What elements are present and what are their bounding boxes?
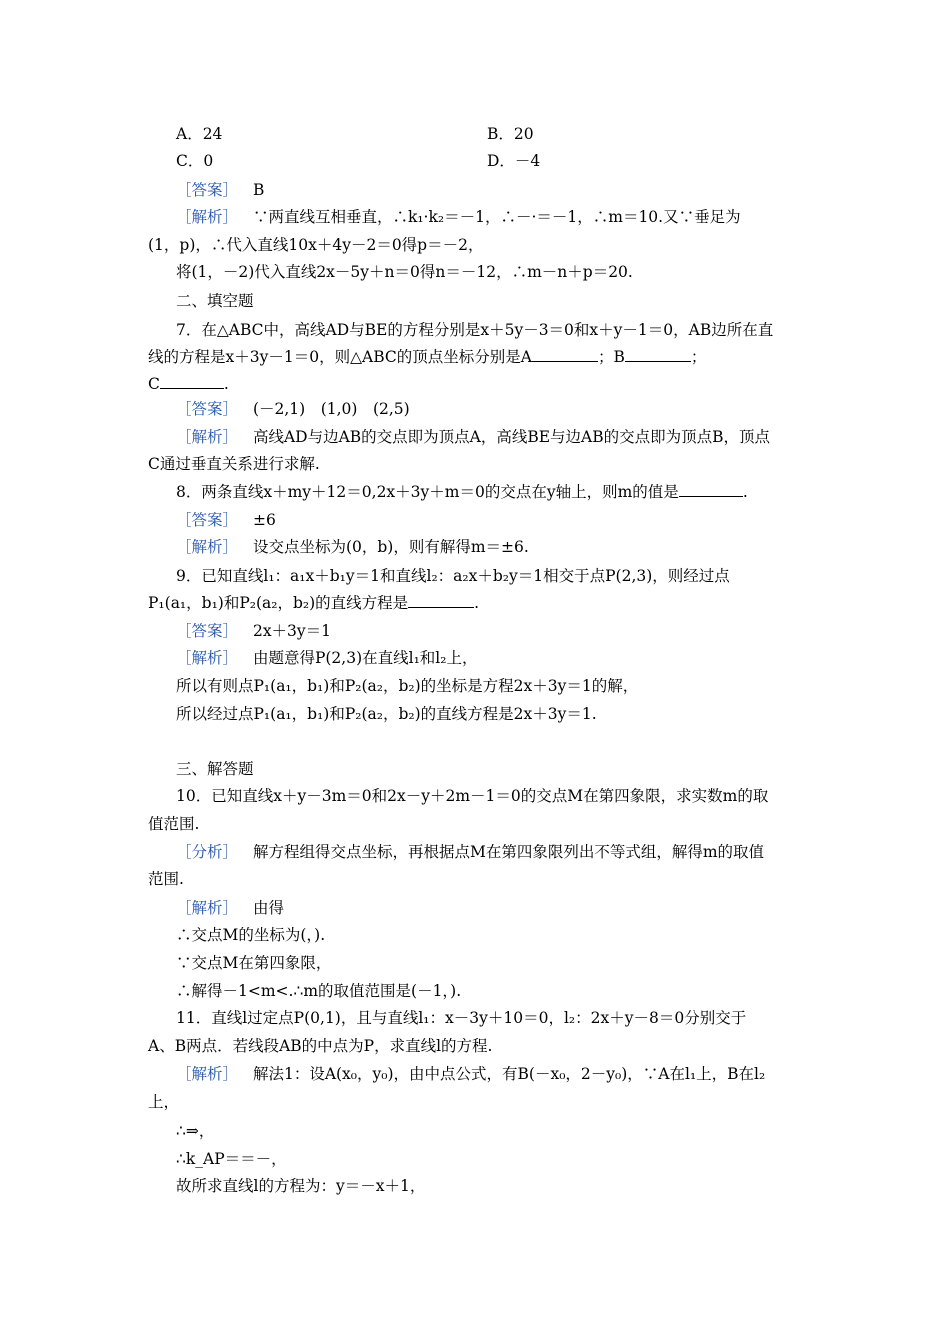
- q9-stem-2-end: .: [474, 594, 480, 612]
- q11-explain-line: [176, 1064, 765, 1084]
- q10-explain-2: ∴交点M的坐标为(，).: [176, 926, 326, 944]
- answer-tag: ［答案］: [176, 622, 239, 640]
- q8-explain: 设交点坐标为(0，b)，则有解得m＝±6.: [252, 538, 529, 556]
- q6-explain-line: [176, 207, 741, 227]
- q11-explain-4: ∴k_AP＝＝－，: [176, 1150, 287, 1168]
- answer-tag: ［答案］: [176, 181, 239, 199]
- q6-option-c: C．0: [176, 152, 214, 170]
- analysis-tag: ［分析］: [176, 843, 239, 861]
- q9-explain-line: [176, 648, 477, 668]
- explain-tag: ［解析］: [176, 899, 239, 917]
- q10-stem-1: 10．已知直线x＋y－3m＝0和2x－y＋2m－1＝0的交点M在第四象限，求实数m的取: [176, 787, 769, 805]
- q6-option-b: B．20: [487, 125, 534, 143]
- q9-explain-1: 由题意得P(2,3)在直线l₁和l₂上，: [252, 649, 478, 667]
- q7-stem-2b: ；B: [597, 348, 625, 366]
- q6-explain-2: (1，p)，∴代入直线10x＋4y－2＝0得p＝－2，: [148, 236, 484, 254]
- q7-blank-a: [532, 347, 598, 362]
- q7-blank-c: [160, 374, 224, 389]
- q7-stem-2a: 线的方程是x＋3y－1＝0，则△ABC的顶点坐标分别是A: [148, 348, 532, 366]
- q10-explain-line: [176, 898, 284, 918]
- q7-blank-b: [625, 347, 691, 362]
- explain-tag: ［解析］: [176, 649, 239, 667]
- q11-explain-2: 上，: [148, 1093, 180, 1111]
- q11-stem-1: 11．直线l过定点P(0,1)，且与直线l₁：x－3y＋10＝0，l₂：2x＋y－8＝0分别交于: [176, 1009, 747, 1027]
- explain-tag: ［解析］: [176, 208, 239, 226]
- q8-explain-line: [176, 537, 529, 557]
- q8-answer-line: [176, 510, 276, 530]
- q9-answer-line: [176, 621, 331, 641]
- q9-answer: 2x＋3y＝1: [252, 622, 332, 640]
- q10-explain-4: ∴解得－1<m<.∴m的取值范围是(－1，).: [176, 982, 462, 1000]
- q10-analysis-line: [176, 842, 764, 862]
- explain-tag: ［解析］: [176, 428, 239, 446]
- q6-explain-1: ∵两直线互相垂直，∴k₁·k₂＝－1，∴－·＝－1，∴m＝10.又∵垂足为: [252, 208, 741, 226]
- q11-stem-2: A、B两点．若线段AB的中点为P，求直线l的方程.: [148, 1037, 493, 1055]
- q7-stem-3: [148, 374, 229, 394]
- q9-stem-1: 9．已知直线l₁：a₁x＋b₁y＝1和直线l₂：a₂x＋b₂y＝1相交于点P(2,3)，则经过点: [176, 567, 730, 585]
- q11-explain-1: 解法1：设A(x₀，y₀)，由中点公式，有B(－x₀，2－y₀)，∵A在l₁上，B在l₂: [252, 1065, 766, 1083]
- explain-tag: ［解析］: [176, 538, 239, 556]
- q10-stem-2: 值范围.: [148, 815, 200, 833]
- q8-stem-text: 8．两条直线x＋my＋12＝0,2x＋3y＋m＝0的交点在y轴上，则m的值是: [176, 483, 679, 501]
- answer-tag: ［答案］: [176, 400, 239, 418]
- q11-explain-3: ∴⇒，: [176, 1122, 215, 1140]
- q6-option-d: D．－4: [487, 152, 541, 170]
- q8-answer: ±6: [252, 511, 276, 529]
- q8-blank: [679, 482, 743, 497]
- q6-option-a: A．24: [176, 125, 223, 143]
- q7-stem-3a: C: [148, 375, 160, 393]
- q7-explain-2: C通过垂直关系进行求解.: [148, 455, 320, 473]
- q9-blank: [408, 593, 474, 608]
- answer-tag: ［答案］: [176, 511, 239, 529]
- q11-explain-5: 故所求直线l的方程为：y＝－x＋1，: [176, 1177, 426, 1195]
- q7-answer: (－2,1) (1,0) (2,5): [252, 400, 410, 418]
- q8-stem-end: .: [742, 483, 748, 501]
- q10-analysis-1: 解方程组得交点坐标，再根据点M在第四象限列出不等式组，解得m的取值: [252, 843, 765, 861]
- q6-explain-3: 将(1，－2)代入直线2x－5y＋n＝0得n＝－12，∴m－n＋p＝20.: [176, 263, 633, 281]
- q7-stem-2: [148, 347, 706, 367]
- q7-stem-3b: .: [223, 375, 229, 393]
- section-fill-heading: 二、填空题: [176, 292, 254, 310]
- q8-stem: [176, 482, 748, 502]
- q10-explain-1: 由得: [252, 899, 284, 917]
- q9-stem-2: [148, 593, 479, 613]
- q7-explain-line: [176, 427, 770, 447]
- q7-stem-1: 7．在△ABC中，高线AD与BE的方程分别是x＋5y－3＝0和x＋y－1＝0，AB边所在直: [176, 321, 774, 339]
- q6-answer: B: [252, 181, 265, 199]
- q9-stem-2-text: P₁(a₁，b₁)和P₂(a₂，b₂)的直线方程是: [148, 594, 409, 612]
- q6-answer-line: [176, 180, 264, 200]
- q7-answer-line: [176, 399, 410, 419]
- q7-explain-1: 高线AD与边AB的交点即为顶点A，高线BE与边AB的交点即为顶点B，顶点: [252, 428, 771, 446]
- q9-explain-2: 所以有则点P₁(a₁，b₁)和P₂(a₂，b₂)的坐标是方程2x＋3y＝1的解，: [176, 677, 639, 695]
- section-solve-heading: 三、解答题: [176, 760, 254, 778]
- q7-stem-2c: ；: [690, 348, 707, 366]
- q9-explain-3: 所以经过点P₁(a₁，b₁)和P₂(a₂，b₂)的直线方程是2x＋3y＝1.: [176, 705, 597, 723]
- q10-analysis-2: 范围.: [148, 870, 184, 888]
- q10-explain-3: ∵交点M在第四象限，: [176, 954, 332, 972]
- explain-tag: ［解析］: [176, 1065, 239, 1083]
